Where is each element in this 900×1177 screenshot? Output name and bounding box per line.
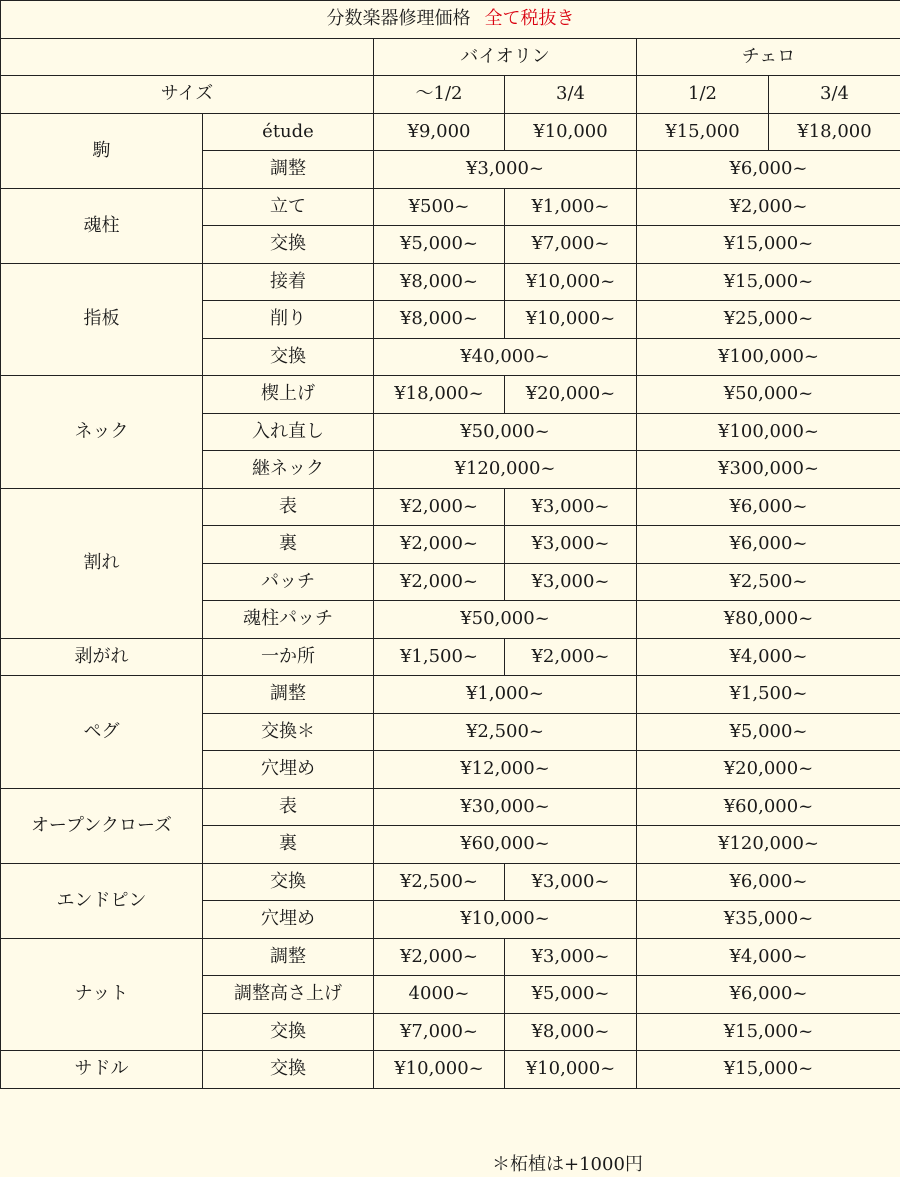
service-name: 立て bbox=[203, 188, 374, 226]
part-name: ペグ bbox=[1, 676, 203, 789]
price-cello: ¥15,000~ bbox=[637, 263, 900, 301]
part-name: サドル bbox=[1, 1051, 203, 1089]
price-cello: ¥15,000~ bbox=[637, 1013, 900, 1051]
price-violin-small: ¥2,000~ bbox=[374, 488, 505, 526]
service-name: 楔上げ bbox=[203, 376, 374, 414]
service-name: 調整高さ上げ bbox=[203, 976, 374, 1014]
part-name: 剥がれ bbox=[1, 638, 203, 676]
price-violin-large: ¥3,000~ bbox=[505, 488, 637, 526]
service-name: 調整 bbox=[203, 151, 374, 189]
price-violin: ¥10,000~ bbox=[374, 901, 637, 939]
table-row bbox=[1, 788, 900, 826]
price-violin-large: ¥5,000~ bbox=[505, 976, 637, 1014]
price-violin-small: ¥8,000~ bbox=[374, 263, 505, 301]
price-violin: ¥60,000~ bbox=[374, 826, 637, 864]
price-violin: ¥1,000~ bbox=[374, 676, 637, 714]
price-cello: ¥4,000~ bbox=[637, 638, 900, 676]
price-violin-large: ¥10,000 bbox=[505, 113, 637, 151]
table-row bbox=[1, 188, 900, 226]
price-violin-large: ¥3,000~ bbox=[505, 863, 637, 901]
part-name: 割れ bbox=[1, 488, 203, 638]
violin-header: バイオリン bbox=[374, 38, 637, 76]
price-violin-large: ¥7,000~ bbox=[505, 226, 637, 264]
price-cello: ¥6,000~ bbox=[637, 526, 900, 564]
table-row bbox=[1, 863, 900, 901]
cello-header: チェロ bbox=[637, 38, 900, 76]
service-name: 魂柱パッチ bbox=[203, 601, 374, 639]
service-name: 交換 bbox=[203, 226, 374, 264]
service-name: 削り bbox=[203, 301, 374, 339]
service-name: 入れ直し bbox=[203, 413, 374, 451]
price-cello: ¥1,500~ bbox=[637, 676, 900, 714]
price-cello: ¥80,000~ bbox=[637, 601, 900, 639]
table-row bbox=[1, 488, 900, 526]
service-name: étude bbox=[203, 113, 374, 151]
service-name: パッチ bbox=[203, 563, 374, 601]
price-cello: ¥100,000~ bbox=[637, 338, 900, 376]
price-cello: ¥4,000~ bbox=[637, 938, 900, 976]
price-violin: ¥50,000~ bbox=[374, 413, 637, 451]
price-violin: ¥30,000~ bbox=[374, 788, 637, 826]
price-cello: ¥15,000~ bbox=[637, 226, 900, 264]
footnote: ＊柘植は+1000円 bbox=[492, 1154, 643, 1175]
service-name: 継ネック bbox=[203, 451, 374, 489]
price-violin: ¥120,000~ bbox=[374, 451, 637, 489]
price-violin-large: ¥3,000~ bbox=[505, 526, 637, 564]
price-violin-small: ¥18,000~ bbox=[374, 376, 505, 414]
price-cello: ¥120,000~ bbox=[637, 826, 900, 864]
table-row bbox=[1, 113, 900, 151]
price-violin: ¥50,000~ bbox=[374, 601, 637, 639]
table-row bbox=[1, 376, 900, 414]
part-name: ナット bbox=[1, 938, 203, 1051]
price-cello: ¥100,000~ bbox=[637, 413, 900, 451]
tax-note: 全て税抜き bbox=[484, 8, 575, 30]
service-name: 交換 bbox=[203, 1051, 374, 1089]
part-name: オープンクローズ bbox=[1, 788, 203, 863]
size-violin-large: 3/4 bbox=[505, 76, 637, 114]
table-row bbox=[1, 938, 900, 976]
price-violin-large: ¥2,000~ bbox=[505, 638, 637, 676]
price-cello: ¥300,000~ bbox=[637, 451, 900, 489]
price-violin: ¥40,000~ bbox=[374, 338, 637, 376]
price-violin: ¥3,000~ bbox=[374, 151, 637, 189]
title-row bbox=[1, 1, 900, 39]
service-name: 一か所 bbox=[203, 638, 374, 676]
part-name: 魂柱 bbox=[1, 188, 203, 263]
price-cello: ¥2,500~ bbox=[637, 563, 900, 601]
service-name: 接着 bbox=[203, 263, 374, 301]
price-violin-small: ¥7,000~ bbox=[374, 1013, 505, 1051]
price-violin-small: ¥5,000~ bbox=[374, 226, 505, 264]
price-cello: ¥2,000~ bbox=[637, 188, 900, 226]
part-name: ネック bbox=[1, 376, 203, 489]
part-name: エンドピン bbox=[1, 863, 203, 938]
price-cello: ¥25,000~ bbox=[637, 301, 900, 339]
table-title bbox=[1, 1, 900, 39]
price-violin-small: ¥1,500~ bbox=[374, 638, 505, 676]
service-name: 交換 bbox=[203, 338, 374, 376]
size-label: サイズ bbox=[1, 76, 374, 114]
service-name: 表 bbox=[203, 788, 374, 826]
price-violin-large: ¥3,000~ bbox=[505, 563, 637, 601]
price-cello-large: ¥18,000 bbox=[769, 113, 900, 151]
price-violin-small: ¥9,000 bbox=[374, 113, 505, 151]
title-text: 分数楽器修理価格 bbox=[326, 8, 471, 30]
price-violin-large: ¥10,000~ bbox=[505, 301, 637, 339]
price-cello: ¥6,000~ bbox=[637, 488, 900, 526]
price-cello: ¥50,000~ bbox=[637, 376, 900, 414]
price-violin-large: ¥1,000~ bbox=[505, 188, 637, 226]
price-violin-small: ¥2,000~ bbox=[374, 563, 505, 601]
service-name: 裏 bbox=[203, 526, 374, 564]
price-violin-small: ¥10,000~ bbox=[374, 1051, 505, 1089]
size-violin-small: ～1/2 bbox=[374, 76, 505, 114]
price-cello: ¥60,000~ bbox=[637, 788, 900, 826]
service-name: 穴埋め bbox=[203, 901, 374, 939]
instrument-header-row bbox=[1, 38, 900, 76]
price-cello: ¥6,000~ bbox=[637, 976, 900, 1014]
price-violin-large: ¥3,000~ bbox=[505, 938, 637, 976]
table-row bbox=[1, 1051, 900, 1089]
table-row bbox=[1, 263, 900, 301]
service-name: 穴埋め bbox=[203, 751, 374, 789]
price-cello: ¥5,000~ bbox=[637, 713, 900, 751]
price-violin-small: 4000~ bbox=[374, 976, 505, 1014]
price-violin: ¥12,000~ bbox=[374, 751, 637, 789]
part-name: 指板 bbox=[1, 263, 203, 376]
price-cello: ¥35,000~ bbox=[637, 901, 900, 939]
service-name: 表 bbox=[203, 488, 374, 526]
price-violin: ¥2,500~ bbox=[374, 713, 637, 751]
service-name: 調整 bbox=[203, 938, 374, 976]
price-violin-large: ¥10,000~ bbox=[505, 263, 637, 301]
size-cello-small: 1/2 bbox=[637, 76, 769, 114]
service-name: 裏 bbox=[203, 826, 374, 864]
price-violin-small: ¥2,500~ bbox=[374, 863, 505, 901]
price-violin-small: ¥2,000~ bbox=[374, 938, 505, 976]
price-violin-large: ¥8,000~ bbox=[505, 1013, 637, 1051]
table-row bbox=[1, 676, 900, 714]
price-cello: ¥6,000~ bbox=[637, 863, 900, 901]
service-name: 交換 bbox=[203, 1013, 374, 1051]
size-header-row bbox=[1, 76, 900, 114]
price-cello: ¥20,000~ bbox=[637, 751, 900, 789]
price-cello: ¥6,000~ bbox=[637, 151, 900, 189]
header-empty-cell bbox=[1, 38, 374, 76]
price-violin-large: ¥20,000~ bbox=[505, 376, 637, 414]
price-violin-small: ¥500~ bbox=[374, 188, 505, 226]
service-name: 調整 bbox=[203, 676, 374, 714]
table-row bbox=[1, 638, 900, 676]
price-cello: ¥15,000~ bbox=[637, 1051, 900, 1089]
service-name: 交換＊ bbox=[203, 713, 374, 751]
price-violin-small: ¥2,000~ bbox=[374, 526, 505, 564]
price-cello-small: ¥15,000 bbox=[637, 113, 769, 151]
price-violin-small: ¥8,000~ bbox=[374, 301, 505, 339]
service-name: 交換 bbox=[203, 863, 374, 901]
part-name: 駒 bbox=[1, 113, 203, 188]
price-violin-large: ¥10,000~ bbox=[505, 1051, 637, 1089]
size-cello-large: 3/4 bbox=[769, 76, 900, 114]
